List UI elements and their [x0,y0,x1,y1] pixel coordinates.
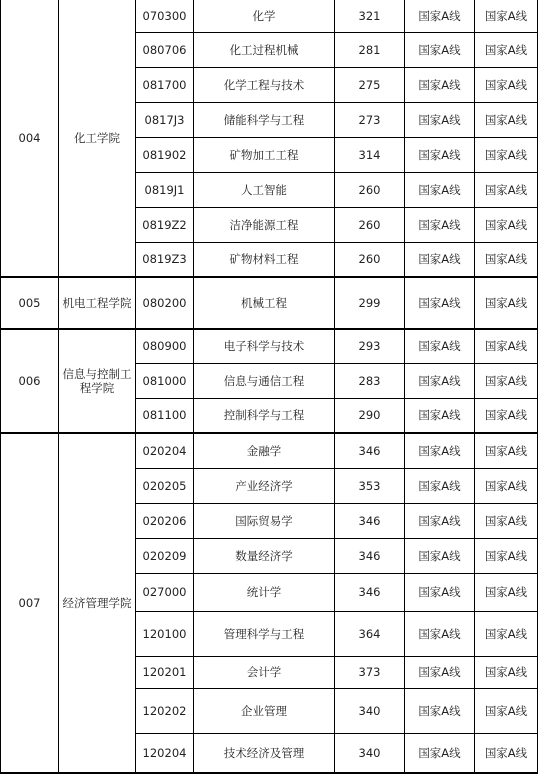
score-cell: 373 [335,656,405,688]
major-name-cell: 化学工程与技术 [194,67,335,102]
line-a-cell: 国家A线 [405,733,475,773]
major-code-cell: 120204 [136,733,194,773]
score-cell: 364 [335,611,405,656]
line-a-cell: 国家A线 [405,207,475,242]
major-code-cell: 0819J1 [136,172,194,207]
major-code-cell: 0819Z3 [136,242,194,277]
college-code-cell: 005 [1,277,59,329]
line-a-cell: 国家A线 [405,32,475,67]
major-name-cell: 金融学 [194,433,335,468]
major-code-cell: 081700 [136,67,194,102]
line-b-cell: 国家A线 [475,277,538,329]
score-cell: 260 [335,172,405,207]
major-code-cell: 120100 [136,611,194,656]
line-b-cell: 国家A线 [475,468,538,503]
college-code-cell: 007 [1,433,59,773]
score-cell: 346 [335,433,405,468]
major-code-cell: 120201 [136,656,194,688]
major-name-cell: 化工过程机械 [194,32,335,67]
score-cell: 290 [335,398,405,433]
line-a-cell: 国家A线 [405,656,475,688]
major-code-cell: 080706 [136,32,194,67]
table-row [1,0,538,32]
score-cell: 346 [335,538,405,573]
major-code-cell: 070300 [136,0,194,32]
line-b-cell: 国家A线 [475,611,538,656]
table-row [1,329,538,363]
line-b-cell: 国家A线 [475,538,538,573]
major-name-cell: 信息与通信工程 [194,363,335,398]
line-b-cell: 国家A线 [475,137,538,172]
score-cell: 281 [335,32,405,67]
major-code-cell: 081000 [136,363,194,398]
major-name-cell: 技术经济及管理 [194,733,335,773]
major-name-cell: 产业经济学 [194,468,335,503]
college-name-cell: 信息与控制工程学院 [59,329,136,433]
major-code-cell: 0817J3 [136,102,194,137]
score-cell: 273 [335,102,405,137]
line-b-cell: 国家A线 [475,433,538,468]
line-b-cell: 国家A线 [475,733,538,773]
line-a-cell: 国家A线 [405,277,475,329]
score-cell: 353 [335,468,405,503]
line-b-cell: 国家A线 [475,102,538,137]
college-code-cell: 004 [1,0,59,277]
score-cell: 321 [335,0,405,32]
table-row [1,433,538,468]
major-code-cell: 080900 [136,329,194,363]
score-cell: 260 [335,207,405,242]
major-code-cell: 020209 [136,538,194,573]
line-a-cell: 国家A线 [405,102,475,137]
line-a-cell: 国家A线 [405,503,475,538]
line-b-cell: 国家A线 [475,363,538,398]
line-a-cell: 国家A线 [405,329,475,363]
major-code-cell: 020205 [136,468,194,503]
major-name-cell: 会计学 [194,656,335,688]
line-a-cell: 国家A线 [405,468,475,503]
line-b-cell: 国家A线 [475,329,538,363]
score-cell: 314 [335,137,405,172]
line-a-cell: 国家A线 [405,67,475,102]
major-name-cell: 洁净能源工程 [194,207,335,242]
line-b-cell: 国家A线 [475,656,538,688]
score-cell: 299 [335,277,405,329]
line-b-cell: 国家A线 [475,67,538,102]
major-code-cell: 081100 [136,398,194,433]
line-a-cell: 国家A线 [405,611,475,656]
score-cell: 260 [335,242,405,277]
line-a-cell: 国家A线 [405,688,475,733]
score-cell: 275 [335,67,405,102]
major-code-cell: 081902 [136,137,194,172]
major-code-cell: 020204 [136,433,194,468]
major-name-cell: 储能科学与工程 [194,102,335,137]
line-a-cell: 国家A线 [405,363,475,398]
line-a-cell: 国家A线 [405,0,475,32]
major-code-cell: 080200 [136,277,194,329]
score-cell: 346 [335,503,405,538]
major-name-cell: 管理科学与工程 [194,611,335,656]
table-row [1,277,538,329]
line-a-cell: 国家A线 [405,137,475,172]
line-a-cell: 国家A线 [405,398,475,433]
major-code-cell: 027000 [136,573,194,611]
score-cell: 346 [335,573,405,611]
college-code-cell: 006 [1,329,59,433]
college-name-cell: 机电工程学院 [59,277,136,329]
major-name-cell: 化学 [194,0,335,32]
line-a-cell: 国家A线 [405,538,475,573]
line-b-cell: 国家A线 [475,242,538,277]
line-b-cell: 国家A线 [475,688,538,733]
major-name-cell: 控制科学与工程 [194,398,335,433]
score-cell: 340 [335,733,405,773]
line-b-cell: 国家A线 [475,207,538,242]
line-b-cell: 国家A线 [475,32,538,67]
major-name-cell: 电子科学与技术 [194,329,335,363]
major-name-cell: 统计学 [194,573,335,611]
line-b-cell: 国家A线 [475,0,538,32]
score-cell: 293 [335,329,405,363]
line-a-cell: 国家A线 [405,573,475,611]
college-name-cell: 经济管理学院 [59,433,136,773]
score-cell: 283 [335,363,405,398]
major-name-cell: 机械工程 [194,277,335,329]
major-name-cell: 企业管理 [194,688,335,733]
score-cell: 340 [335,688,405,733]
line-a-cell: 国家A线 [405,242,475,277]
line-b-cell: 国家A线 [475,172,538,207]
line-b-cell: 国家A线 [475,573,538,611]
college-name-cell: 化工学院 [59,0,136,277]
major-name-cell: 国际贸易学 [194,503,335,538]
line-a-cell: 国家A线 [405,172,475,207]
major-name-cell: 矿物材料工程 [194,242,335,277]
major-code-cell: 020206 [136,503,194,538]
major-code-cell: 0819Z2 [136,207,194,242]
major-name-cell: 人工智能 [194,172,335,207]
line-b-cell: 国家A线 [475,398,538,433]
major-name-cell: 矿物加工工程 [194,137,335,172]
line-b-cell: 国家A线 [475,503,538,538]
major-name-cell: 数量经济学 [194,538,335,573]
line-a-cell: 国家A线 [405,433,475,468]
major-code-cell: 120202 [136,688,194,733]
